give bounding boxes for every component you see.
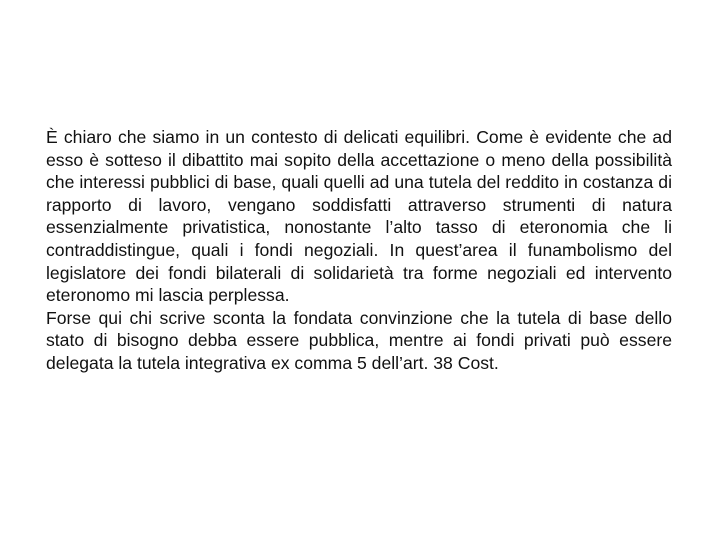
paragraph-2: Forse qui chi scrive sconta la fondata convinzione che la tutela di base dello stato di bisogno debba essere pubblica, mentre ai fondi privati può essere delegata la tutela integrativa ex comma 5 dell’art. 38 Cost.	[46, 307, 672, 373]
body-text	[46, 126, 672, 375]
paragraph-1: È chiaro che siamo in un contesto di delicati equilibri. Come è evidente che ad esso è sotteso il dibattito mai sopito della accettazione o meno della possibilità che interessi pubblici di base, quali quelli ad una tutela del reddito in costanza di rapporto di lavoro, vengano soddisfatti attraverso strumenti di natura essenzialmente privatistica, nonostante l’alto tasso di eteronomia che li contraddistingue, quali i fondi negoziali. In quest’area il funambolismo del legislatore dei fondi bilaterali di solidarietà tra forme negoziali ed intervento eteronomo mi lascia perplessa.	[46, 127, 672, 306]
